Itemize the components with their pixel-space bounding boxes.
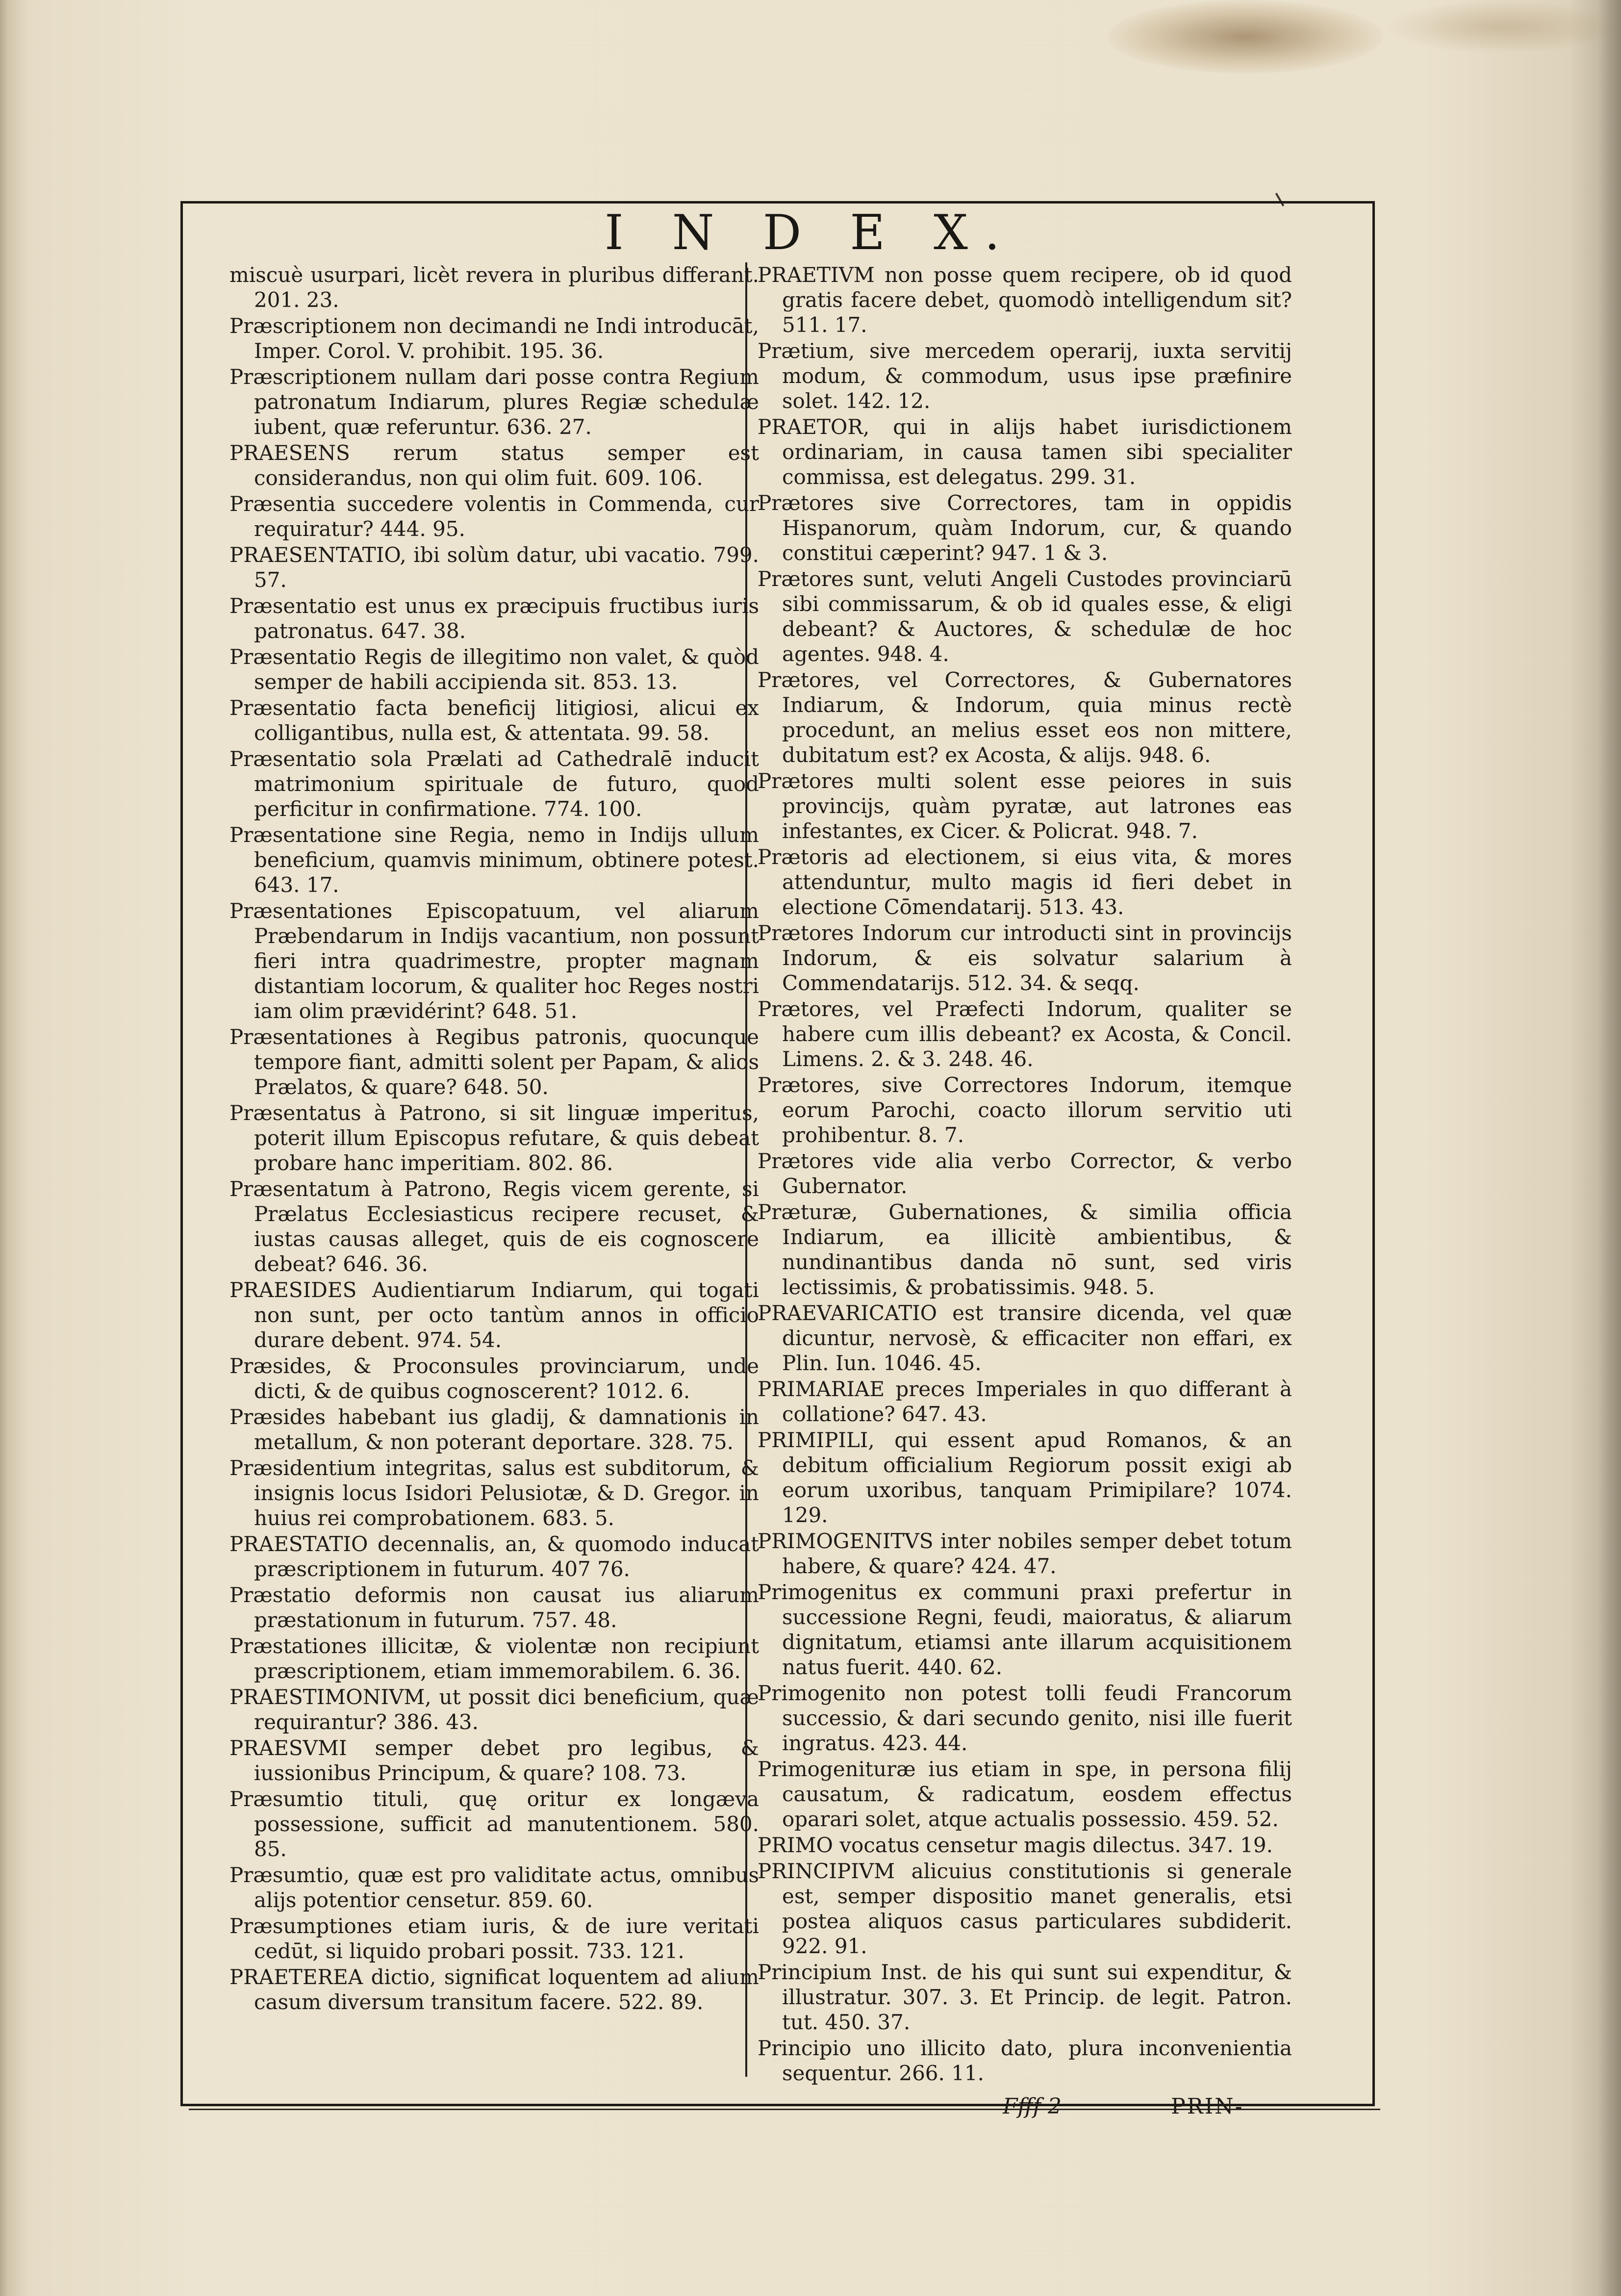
index-entry: Præsentia succedere volentis in Commenda, cur requiratur? 444. 95.: [229, 492, 759, 541]
index-entry: Præsentatio est unus ex præcipuis fructibus iuris patronatus. 647. 38.: [229, 594, 759, 643]
index-entry: PRAESENS rerum status semper est considerandus, non qui olim fuit. 609. 106.: [229, 441, 759, 490]
index-entry: Prætores, vel Præfecti Indorum, qualiter se habere cum illis debeant? ex Acosta, & Concil. Limens. 2. & 3. 248. 46.: [758, 997, 1292, 1071]
printer-signature: Ffff 2: [1003, 2094, 1062, 2119]
index-entry: Præsides, & Proconsules provinciarum, unde dicti, & de quibus cognoscerent? 1012. 6.: [229, 1354, 759, 1403]
index-entry: PRIMIPILI, qui essent apud Romanos, & an debitum officialium Regiorum possit exigi ab eorum uxoribus, tanquam Primipilare? 1074. 129.: [758, 1428, 1292, 1527]
index-entry: Primogenituræ ius etiam in spe, in persona filij causatum, & radicatum, eosdem effectus oparari solet, atque actualis possessio. 459. 52.: [758, 1757, 1292, 1831]
index-entry: PRAESIDES Audientiarum Indiarum, qui togati non sunt, per octo tantùm annos in officio durare debent. 974. 54.: [229, 1278, 759, 1352]
index-entry: Præsumptiones etiam iuris, & de iure veritati cedūt, si liquido probari possit. 733. 121.: [229, 1914, 759, 1963]
index-entry: Præscriptionem non decimandi ne Indi introducāt, Imper. Corol. V. prohibit. 195. 36.: [229, 314, 759, 363]
index-entry: Prætores Indorum cur introducti sint in provincijs Indorum, & eis solvatur salarium à Commendatarijs. 512. 34. & seqq.: [758, 921, 1292, 995]
index-entry: Prætores, sive Correctores Indorum, itemque eorum Parochi, coacto illorum servitio uti prohibentur. 8. 7.: [758, 1073, 1292, 1147]
index-entry: PRAESVMI semper debet pro legibus, & iussionibus Principum, & quare? 108. 73.: [229, 1736, 759, 1785]
page-title: I N D E X.: [604, 205, 1017, 261]
index-entry: Præsidentium integritas, salus est subditorum, & insignis locus Isidori Pelusiotæ, & D. Gregor. in huius rei comprobationem. 683. 5.: [229, 1456, 759, 1530]
index-entry: Præstatio deformis non causat ius aliarum præstationum in futurum. 757. 48.: [229, 1583, 759, 1632]
index-entry: Prætores vide alia verbo Corrector, & verbo Gubernator.: [758, 1149, 1292, 1198]
index-entry: Præsentatum à Patrono, Regis vicem gerente, si Prælatus Ecclesiasticus recipere recuset, & iustas causas alleget, quis de eis cognoscere debeat? 646. 36.: [229, 1177, 759, 1276]
index-entry: Præsides habebant ius gladij, & damnationis in metallum, & non poterant deportare. 328. 75.: [229, 1405, 759, 1454]
index-entry: PRAESENTATIO, ibi solùm datur, ubi vacatio. 799. 57.: [229, 543, 759, 592]
right-column: [758, 262, 1292, 2085]
index-entry: Præsentationes Episcopatuum, vel aliarum Præbendarum in Indijs vacantium, non possunt fieri intra quadrimestre, propter magnam distantiam locorum, & qualiter hoc Reges nostri iam olim prævidérint? 648. 51.: [229, 899, 759, 1023]
index-entry: PRAEVARICATIO est transire dicenda, vel quæ dicuntur, nervosè, & efficaciter non effari, ex Plin. Iun. 1046. 45.: [758, 1301, 1292, 1375]
index-entry: Præsentatus à Patrono, si sit linguæ imperitus, poterit illum Episcopus refutare, & quis debeat probare hanc imperitiam. 802. 86.: [229, 1101, 759, 1175]
index-entry: Prætoris ad electionem, si eius vita, & mores attenduntur, multo magis id fieri debet in electione Cōmendatarij. 513. 43.: [758, 845, 1292, 919]
index-entry: PRIMARIAE preces Imperiales in quo differant à collatione? 647. 43.: [758, 1377, 1292, 1426]
index-entry: PRINCIPIVM alicuius constitutionis si generale est, semper dispositio manet generalis, etsi postea aliquos casus particulares subdiderit. 922. 91.: [758, 1859, 1292, 1958]
page-edge-shadow: [1598, 0, 1621, 2296]
index-entry: PRAETIVM non posse quem recipere, ob id quod gratis facere debet, quomodò intelligendum sit? 511. 17.: [758, 263, 1292, 337]
index-entry: PRIMOGENITVS inter nobiles semper debet totum habere, & quare? 424. 47.: [758, 1529, 1292, 1578]
index-entry: Præturæ, Gubernationes, & similia officia Indiarum, ea illicitè ambientibus, & nundinantibus danda nō sunt, sed viris lectissimis, & probatissimis. 948. 5.: [758, 1200, 1292, 1299]
index-entry: Prætores, vel Correctores, & Gubernatores Indiarum, & Indorum, quia minus rectè procedunt, an melius esset eos non mittere, dubitatum est? ex Acosta, & alijs. 948. 6.: [758, 668, 1292, 767]
catchword: PRIN-: [1171, 2094, 1244, 2119]
index-entry: PRAESTATIO decennalis, an, & quomodo inducat præscriptionem in futurum. 407 76.: [229, 1532, 759, 1581]
index-entry: Præsentatione sine Regia, nemo in Indijs ullum beneficium, quamvis minimum, obtinere potest. 643. 17.: [229, 823, 759, 897]
index-entry: Principio uno illicito dato, plura inconvenientia sequentur. 266. 11.: [758, 2036, 1292, 2085]
index-entry: Primogenitus ex communi praxi prefertur in successione Regni, feudi, maioratus, & aliarum dignitatum, etiamsi ante illarum acquisitionem natus fuerit. 440. 62.: [758, 1580, 1292, 1679]
index-entry: Præsentatio facta beneficij litigiosi, alicui ex colligantibus, nulla est, & attentata. 99. 58.: [229, 696, 759, 745]
index-entry: Præstationes illicitæ, & violentæ non recipiunt præscriptionem, etiam immemorabilem. 6. 36.: [229, 1634, 759, 1683]
index-entry: Prætores multi solent esse peiores in suis provincijs, quàm pyratæ, aut latrones eas infestantes, ex Cicer. & Policrat. 948. 7.: [758, 769, 1292, 843]
water-stain: [1108, 0, 1383, 74]
left-column: [229, 262, 759, 2072]
index-entry: Prætium, sive mercedem operarij, iuxta servitij modum, & commodum, usus ipse præfinire solet. 142. 12.: [758, 339, 1292, 413]
index-entry: Præsentationes à Regibus patronis, quocunque tempore fiant, admitti solent per Papam, & alios Prælatos, & quare? 648. 50.: [229, 1025, 759, 1099]
water-stain: [1383, 0, 1621, 54]
index-entry: PRAETEREA dictio, significat loquentem ad alium casum diversum transitum facere. 522. 89.: [229, 1965, 759, 2014]
index-entry: Primogenito non potest tolli feudi Francorum successio, & dari secundo genito, nisi ille fuerit ingratus. 423. 44.: [758, 1681, 1292, 1755]
index-entry: Præsumtio, quæ est pro validitate actus, omnibus alijs potentior censetur. 859. 60.: [229, 1863, 759, 1912]
index-entry: Præscriptionem nullam dari posse contra Regium patronatum Indiarum, plures Regiæ schedulæ iubent, quæ referuntur. 636. 27.: [229, 365, 759, 439]
index-entry: Principium Inst. de his qui sunt sui expenditur, & illustratur. 307. 3. Et Princip. de legit. Patron. tut. 450. 37.: [758, 1960, 1292, 2034]
index-entry: PRAETOR, qui in alijs habet iurisdictionem ordinariam, in causa tamen sibi specialiter commissa, est delegatus. 299. 31.: [758, 415, 1292, 489]
index-entry: PRIMO vocatus censetur magis dilectus. 347. 19.: [758, 1833, 1273, 1857]
index-entry: Præsumtio tituli, quę oritur ex longæva possessione, sufficit ad manutentionem. 580. 85.: [229, 1787, 759, 1861]
index-entry: Præsentatio sola Prælati ad Cathedralē inducit matrimonium spirituale de futuro, quod perficitur in confirmatione. 774. 100.: [229, 747, 759, 821]
index-entry: Præsentatio Regis de illegitimo non valet, & quòd semper de habili accipienda sit. 853. 13.: [229, 645, 759, 694]
index-entry: miscuè usurpari, licèt revera in pluribus differant. 201. 23.: [229, 263, 759, 312]
index-entry: Prætores sive Correctores, tam in oppidis Hispanorum, quàm Indorum, cur, & quando constitui cæperint? 947. 1 & 3.: [758, 491, 1292, 565]
index-entry: PRAESTIMONIVM, ut possit dici beneficium, quæ requirantur? 386. 43.: [229, 1685, 759, 1734]
index-entry: Prætores sunt, veluti Angeli Custodes provinciarū sibi commissarum, & ob id quales esse, & eligi debeant? & Auctores, & schedulæ de hoc agentes. 948. 4.: [758, 567, 1292, 666]
